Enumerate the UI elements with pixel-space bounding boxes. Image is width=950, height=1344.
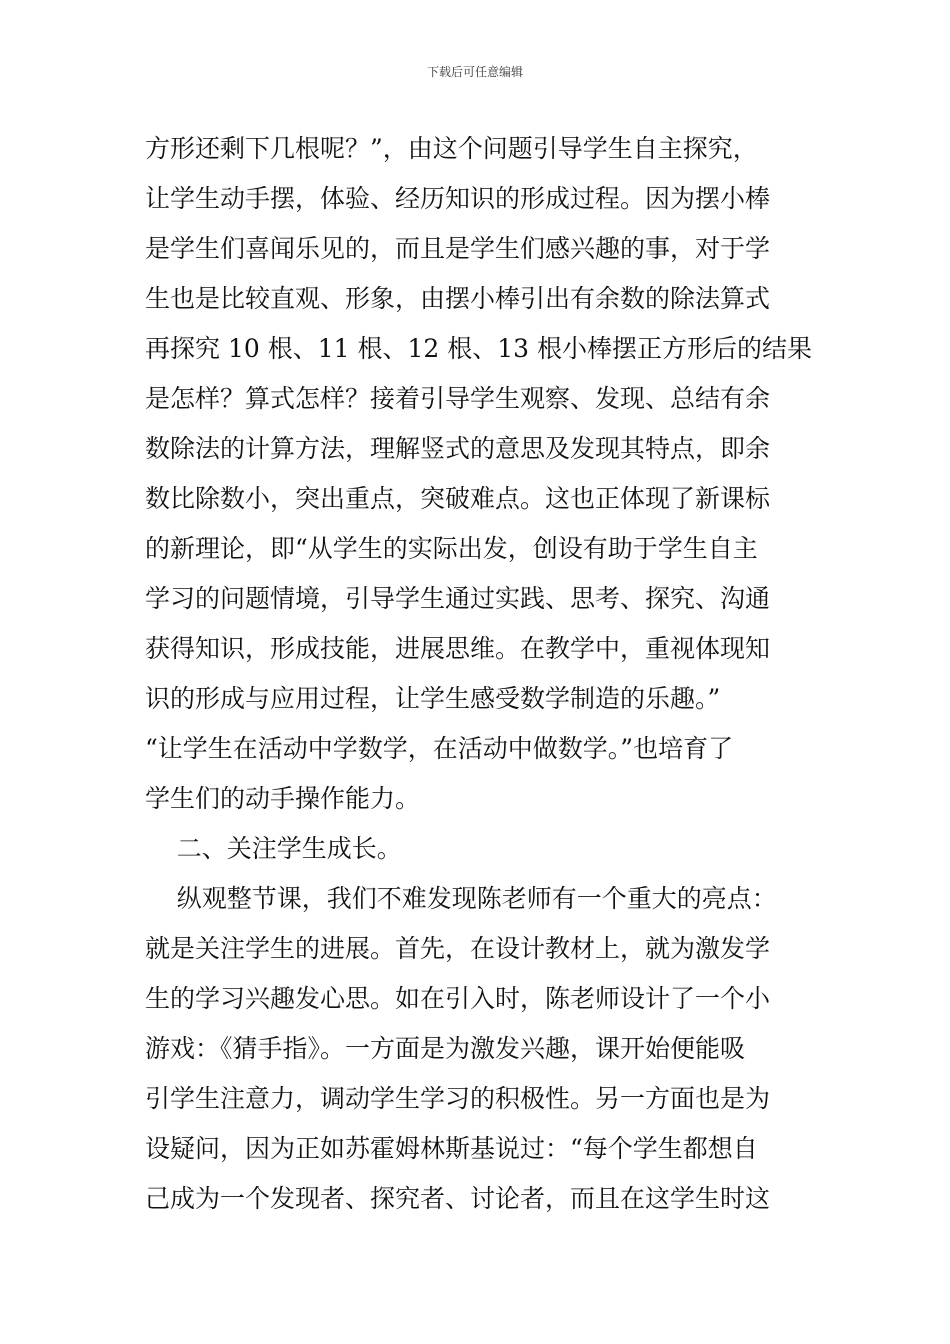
text-line: 设疑问，因为正如苏霍姆林斯基说过：“每个学生都想自 bbox=[145, 1134, 758, 1163]
text-line: 就是关注学生的进展。首先，在设计教材上，就为激发学 bbox=[145, 934, 771, 963]
page-header: 下载后可任意编辑 bbox=[426, 65, 523, 79]
text-line: 获得知识，形成技能，进展思维。在教学中，重视体现知 bbox=[145, 634, 771, 663]
text-line: 方形还剩下几根呢？”，由这个问题引导学生自主探究， bbox=[145, 134, 758, 163]
text-line: “让学生在活动中学数学，在活动中做数学。”也培育了 bbox=[145, 734, 734, 763]
text-line: 数比除数小，突出重点，突破难点。这也正体现了新课标 bbox=[145, 484, 771, 513]
text-line: 学生们的动手操作能力。 bbox=[145, 784, 421, 813]
text-line: 数除法的计算方法，理解竖式的意思及发现其特点，即余 bbox=[145, 434, 771, 463]
text-line: 识的形成与应用过程，让学生感受数学制造的乐趣。” bbox=[145, 684, 721, 713]
text-line: 让学生动手摆，体验、经历知识的形成过程。因为摆小棒 bbox=[145, 184, 771, 213]
text-line: 再探究 10 根、11 根、12 根、13 根小棒摆正方形后的结果 bbox=[145, 334, 812, 363]
text-line: 游戏：《猜手指》。一方面是为激发兴趣，课开始便能吸 bbox=[145, 1034, 746, 1063]
paragraph-start-line: 纵观整节课，我们不难发现陈老师有一个重大的亮点： bbox=[145, 884, 777, 913]
text-line: 己成为一个发现者、探究者、讨论者，而且在这学生时这 bbox=[145, 1184, 771, 1213]
text-line: 生的学习兴趣发心思。如在引入时，陈老师设计了一个小 bbox=[145, 984, 771, 1013]
text-line: 引学生注意力，调动学生学习的积极性。另一方面也是为 bbox=[145, 1084, 771, 1113]
section-heading: 二、关注学生成长。 bbox=[145, 834, 402, 863]
text-line: 是学生们喜闻乐见的，而且是学生们感兴趣的事，对于学 bbox=[145, 234, 771, 263]
body-text bbox=[145, 124, 845, 1224]
text-line: 是怎样？算式怎样？接着引导学生观察、发现、总结有余 bbox=[145, 384, 771, 413]
text-line: 学习的问题情境，引导学生通过实践、思考、探究、沟通 bbox=[145, 584, 771, 613]
text-line: 生也是比较直观、形象，由摆小棒引出有余数的除法算式 bbox=[145, 284, 771, 313]
text-line: 的新理论，即“从学生的实际出发，创设有助于学生自主 bbox=[145, 534, 758, 563]
